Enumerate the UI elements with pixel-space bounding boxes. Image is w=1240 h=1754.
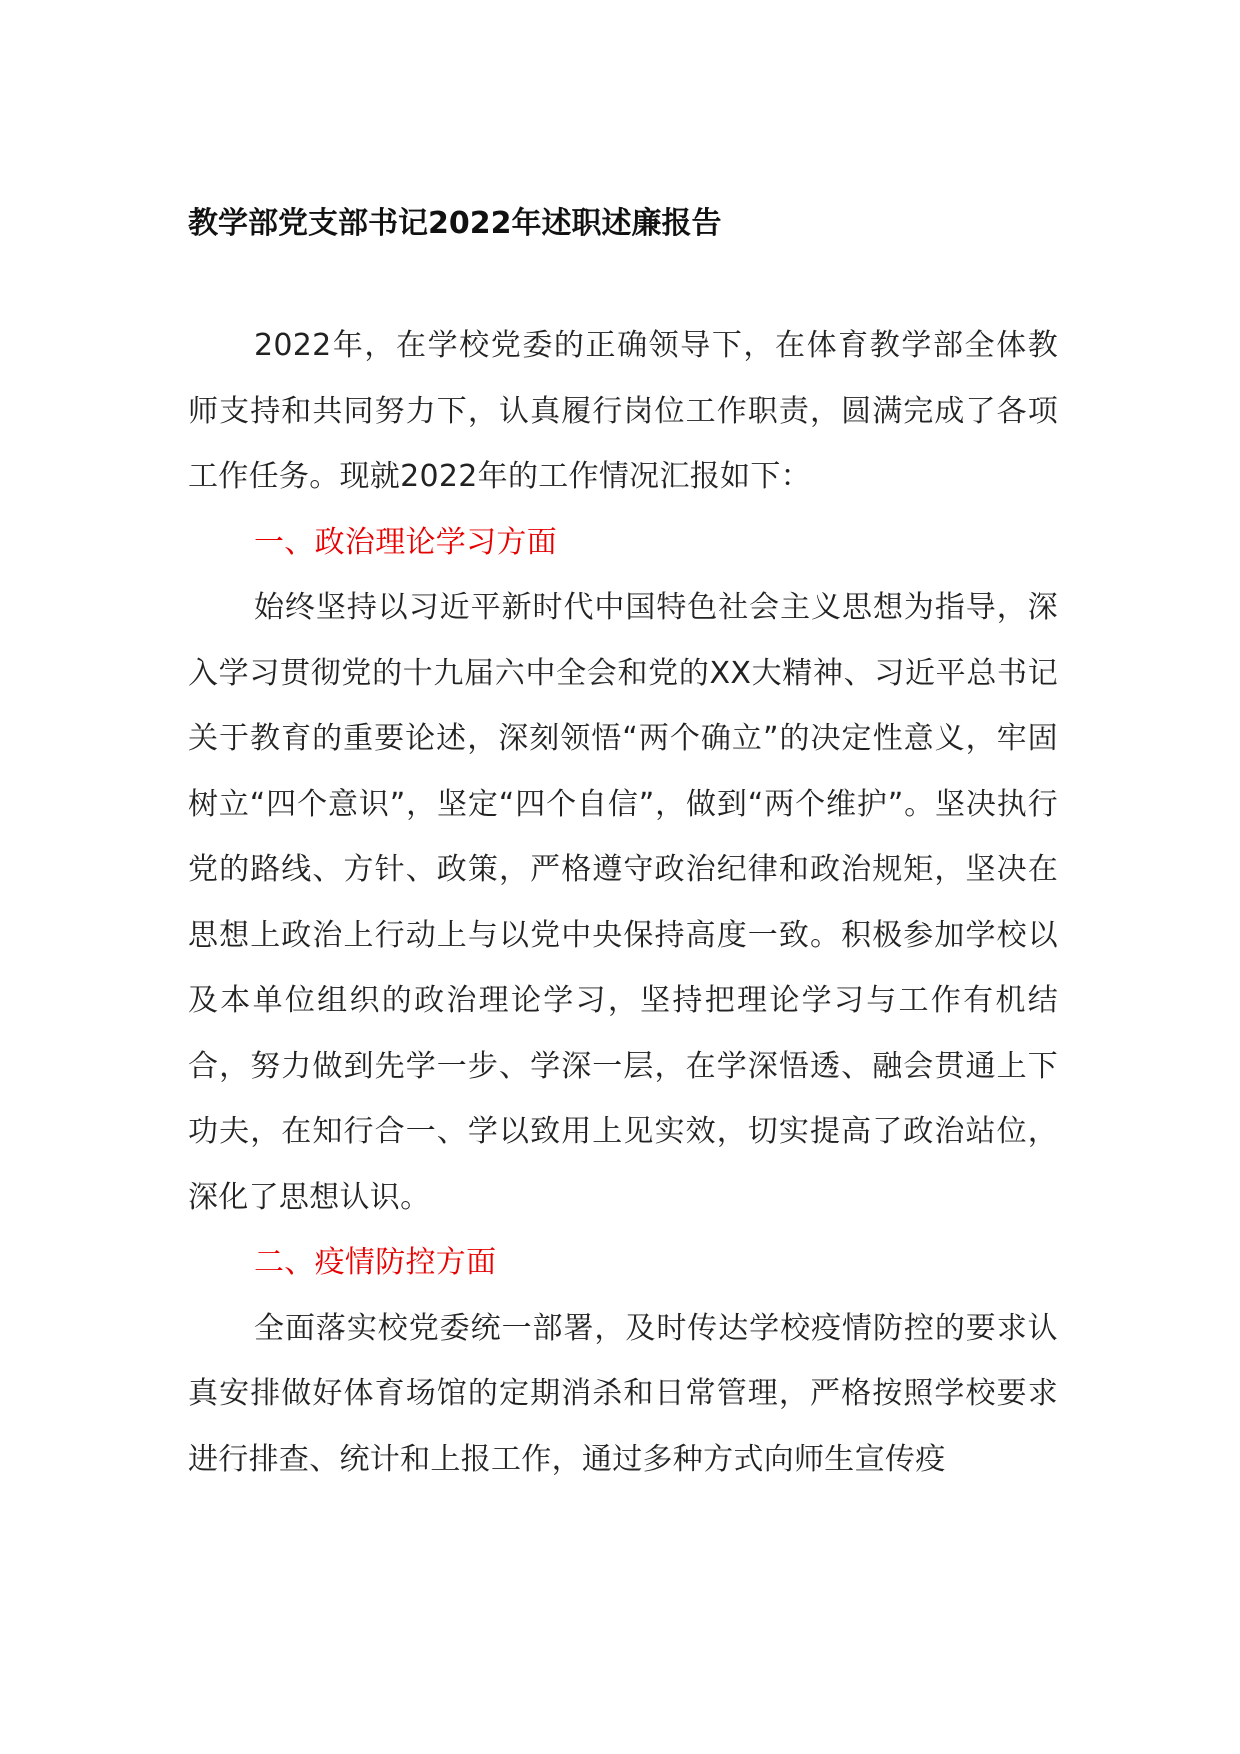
section-heading-political-study: 一、政治理论学习方面 <box>254 524 557 560</box>
intro-paragraph: 2022年，在学校党委的正确领导下，在体育教学部全体教师支持和共同努力下，认真履行岗位工作职责，圆满完成了各项工作任务。现就2022年的工作情况汇报如下： <box>188 328 1058 494</box>
document-body <box>188 313 1058 1492</box>
section-paragraph-epidemic-control: 全面落实校党委统一部署，及时传达学校疫情防控的要求认真安排做好体育场馆的定期消杀和日常管理，严格按照学校要求进行排查、统计和上报工作，通过多种方式向师生宣传疫 <box>188 1310 1058 1477</box>
section-paragraph-political-study: 始终坚持以习近平新时代中国特色社会主义思想为指导，深入学习贯彻党的十九届六中全会和党的XX大精神、习近平总书记关于教育的重要论述，深刻领悟“两个确立”的决定性意义，牢固树立“四个意识”，坚定“四个自信”，做到“两个维护”。坚决执行党的路线、方针、政策，严格遵守政治纪律和政治规矩，坚决在思想上政治上行动上与以党中央保持高度一致。积极参加学校以及本单位组织的政治理论学习，坚持把理论学习与工作有机结合，努力做到先学一步、学深一层，在学深悟透、融会贯通上下功夫，在知行合一、学以致用上见实效，切实提高了政治站位，深化了思想认识。 <box>188 590 1058 1215</box>
document-title: 教学部党支部书记2022年述职述廉报告 <box>188 206 722 241</box>
section-heading-epidemic-control: 二、疫情防控方面 <box>254 1245 497 1280</box>
